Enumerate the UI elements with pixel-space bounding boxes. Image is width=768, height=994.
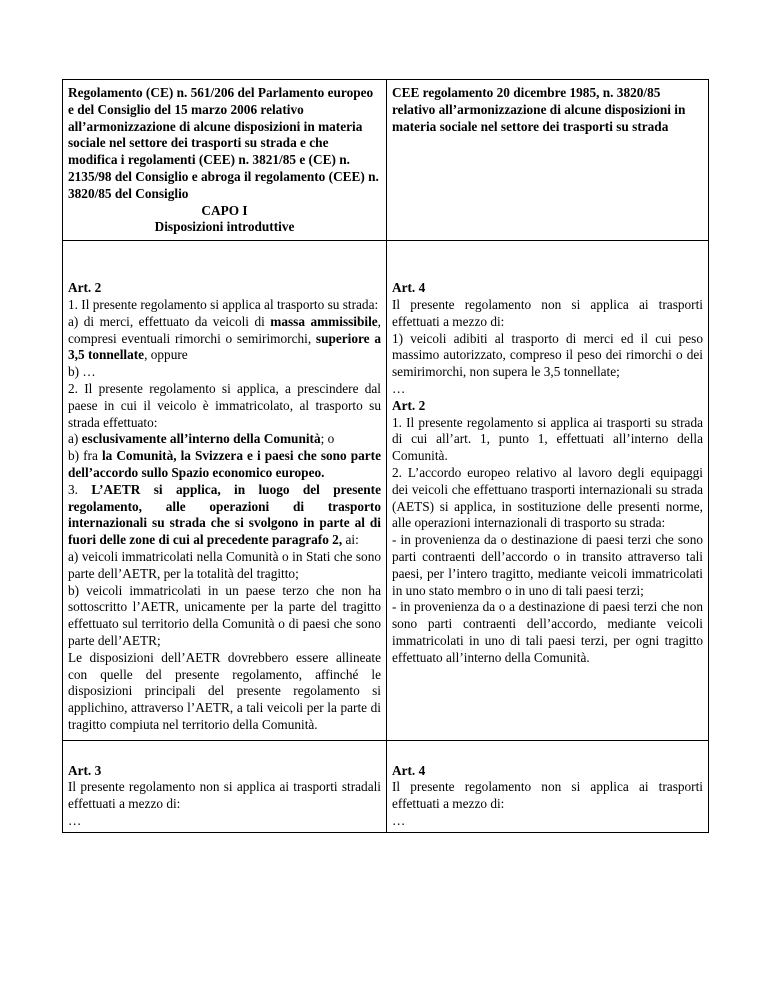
header-row (63, 80, 709, 241)
left-art2-p3b: b) veicoli immatricolati in un paese terzo che non ha sottoscritto l’AETR, unicamente per la parte del tragitto effettuato sul territorio della Comunità o di paesi che sono parte dell’AETR; (68, 582, 381, 648)
right-art4b-p1: Il presente regolamento non si applica ai trasporti effettuati a mezzo di: (392, 779, 703, 812)
article-row-2 (63, 740, 709, 832)
right-art4b-cell (387, 740, 709, 832)
left-art2-p3a: a) veicoli immatricolati nella Comunità o in Stati che sono parte dell’AETR, per la totalità del tragitto; (68, 548, 381, 581)
right-art4-p1: Il presente regolamento non si applica ai trasporti effettuati a mezzo di: (392, 296, 703, 329)
capo-title: Disposizioni introduttive (154, 219, 295, 235)
left-art2-p2a: a) esclusivamente all’interno della Comunità; o (68, 431, 335, 447)
right-art4-heading: Art. 4 (392, 280, 426, 296)
right-art2-p4: - in provenienza da o a destinazione di paesi terzi che non sono parti contraenti dell’accordo, mediante veicoli immatricolati in uno di tali paesi terzi, per ogni tragitto effettuato all’interno della Comunità. (392, 599, 703, 665)
right-article-cell (387, 241, 709, 741)
left-art2-p1: 1. Il presente regolamento si applica al trasporto su strada: (68, 296, 379, 312)
left-art3-heading: Art. 3 (68, 762, 102, 778)
left-art2-p2b: b) fra la Comunità, la Svizzera e i paesi che sono parte dell’accordo sullo Spazio economico europeo. (68, 448, 382, 480)
left-art2-a: a) di merci, effettuato da veicoli di massa ammissibile, compresi eventuali rimorchi o semirimorchi, superiore a 3,5 tonnellate, oppure (68, 313, 381, 363)
left-art2-p3: 3. L’AETR si applica, in luogo del presente regolamento, alle operazioni di trasporto internazionali su strada che si svolgono in parte al di fuori delle zone di cui al precedente paragrafo 2, ai: (68, 481, 381, 548)
right-art4-ellipsis: … (392, 380, 406, 396)
right-art4b-ellipsis: … (392, 813, 406, 829)
right-regulation-title: CEE regolamento 20 dicembre 1985, n. 3820/85 relativo all’armonizzazione di alcune disposizioni in materia sociale nel settore dei trasporti su strada (392, 85, 686, 134)
right-art2-heading: Art. 2 (392, 397, 426, 413)
left-regulation-title: Regolamento (CE) n. 561/206 del Parlamento europeo e del Consiglio del 15 marzo 2006 relativo all’armonizzazione di alcune disposizioni in materia sociale nel settore dei trasporti su strada e che modifica i regolamenti (CEE) n. 3821/85 e (CE) n. 2135/98 del Consiglio e abroga il regolamento (CEE) n. 3820/85 del Consiglio (68, 85, 379, 201)
capo-label: CAPO I (201, 202, 248, 218)
left-article-cell (63, 241, 387, 741)
right-art2-p2: 2. L’accordo europeo relativo al lavoro degli equipaggi dei veicoli che effettuano trasporti internazionali su strada (AETS) si applica, in sostituzione delle presenti norme, alle operazioni internazionali di trasporto su strada: (392, 464, 703, 531)
left-header-cell (63, 80, 387, 241)
left-art3-ellipsis: … (68, 813, 82, 829)
right-header-cell (387, 80, 709, 241)
article-row-1 (63, 241, 709, 741)
right-art4b-heading: Art. 4 (392, 762, 426, 778)
left-art3-p1: Il presente regolamento non si applica ai trasporti stradali effettuati a mezzo di: (68, 779, 381, 812)
left-art2-p4: Le disposizioni dell’AETR dovrebbero essere allineate con quelle del presente regolamento, affinché le disposizioni principali del presente regolamento si applichino, attraverso l’AETR, a tali veicoli per la parte di tragitto compiuta nel territorio della Comunità. (68, 649, 381, 732)
comparison-table (62, 79, 709, 833)
right-art2-p1: 1. Il presente regolamento si applica ai trasporti su strada di cui all’art. 1, punto 1, effettuati all’interno della Comunità. (392, 414, 703, 464)
left-art2-p2: 2. Il presente regolamento si applica, a prescindere dal paese in cui il veicolo è immatricolato, al trasporto su strada effettuato: (68, 380, 381, 430)
left-art3-cell (63, 740, 387, 832)
right-art2-p3: - in provenienza da o destinazione di paesi terzi che sono parti contraenti dell’accordo o in transito attraverso tali paesi, per l’intero tragitto, mediante veicoli immatricolati in uno stato membro o in uno di tali paesi terzi; (392, 532, 703, 598)
left-art2-heading: Art. 2 (68, 280, 102, 296)
document-page (62, 79, 703, 833)
right-art4-p2: 1) veicoli adibiti al trasporto di merci ed il cui peso massimo autorizzato, compreso il peso dei rimorchi o dei semirimorchi, non supera le 3,5 tonnellate; (392, 330, 703, 380)
left-art2-b: b) … (68, 364, 96, 380)
